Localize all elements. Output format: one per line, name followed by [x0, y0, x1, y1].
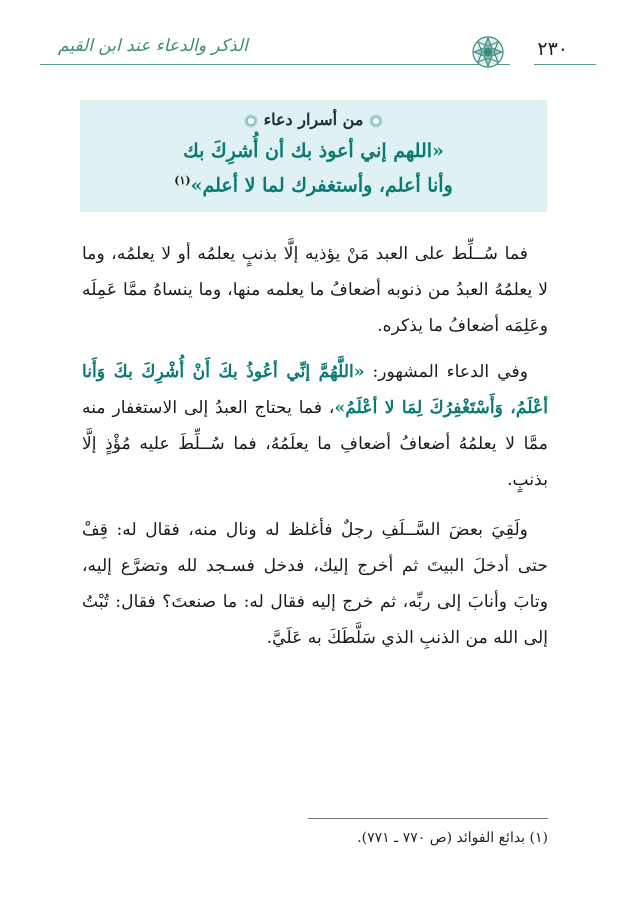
section-title-line-1: «اللهم إني أعوذ بك أن أُشرِكَ بك: [183, 140, 444, 162]
footnote-number: (١): [529, 830, 548, 846]
footnote: [357, 830, 548, 846]
paragraph-2-rest: ، فما يحتاج العبدُ إلى الاستغفار منه ممَّا لا يعلمُهُ أضعافُ أضعافِ ما يعلَمُهُ، فما سُــلِّطَ عليه مُؤْذٍ إلَّا بذنبٍ.: [82, 398, 548, 490]
page-header: [40, 34, 596, 70]
footnote-divider: [308, 818, 548, 819]
footnote-text: بدائع الفوائد (ص ٧٧٠ ـ ٧٧١).: [357, 830, 526, 846]
paragraph-2: [82, 354, 548, 498]
paragraph-3-text: ولَقِيَ بعضَ السَّــلَفِ رجلٌ فأغلظ له ونال منه، فقال له: قِفْ حتى أدخلَ البيتَ ثم أخرج إليك، فدخل فسـجد لله وتضرَّع إليه، وتابَ وأنابَ إلى ربِّه، ثم خرج إليه فقال له: ما صنعتَ؟ فقال: تُبْتُ إلى الله من الذنبِ الذي سَلَّطَكَ به عَلَيَّ.: [82, 520, 548, 648]
section-title-line-2-text: وأنا أعلم، وأستغفرك لما لا أعلم»: [190, 174, 453, 197]
page-number: ٢٣٠: [537, 38, 568, 60]
section-title-line-2: [80, 174, 547, 196]
header-rule-left: [40, 64, 510, 65]
paragraph-2-intro: وفي الدعاء المشهور:: [364, 362, 529, 382]
dua-quote: «اللَّهُمَّ إنِّي أعُوذُ بكَ أَنْ أُشْرِكَ بكَ وَأَنا أعْلَمُ، وَأَسْتَغْفِرُكَ لِمَا لا أعْلَمُ»: [82, 362, 548, 418]
ornament-icon: [468, 32, 508, 72]
flower-icon: [244, 114, 258, 128]
header-rule-right: [534, 64, 596, 65]
paragraph-3: [82, 512, 548, 656]
flower-icon: [369, 114, 383, 128]
paragraph-1-text: فما سُــلِّط على العبد مَنْ يؤذيه إلَّا بذنبٍ يعلمُه أو لا يعلمُه، وما لا يعلمُهُ العبدُ من ذنوبه أضعافُ ما يعلمه منها، وما ينساهُ ممَّا عَمِلَه وعَلِمَه أضعافُ ما يذكره.: [82, 244, 548, 336]
section-subtitle: من أسرار دعاء: [263, 110, 364, 129]
paragraph-1: [82, 236, 548, 344]
section-subtitle-line: [80, 110, 547, 129]
footnote-ref: (١): [174, 174, 191, 187]
section-heading-box: [80, 100, 547, 212]
book-title: الذكر والدعاء عند ابن القيم: [58, 36, 248, 56]
